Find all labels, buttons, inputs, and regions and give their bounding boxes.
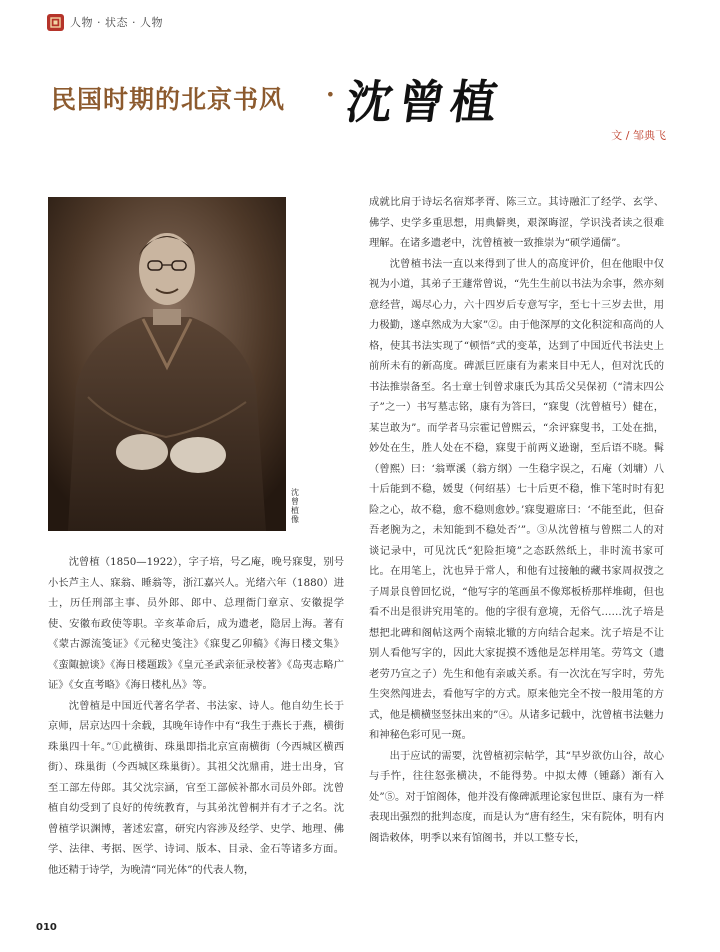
portrait-photo [48,197,286,531]
right-column [369,192,664,848]
section-header [47,12,163,32]
magazine-logo-icon [47,14,64,31]
portrait-illustration [48,197,286,531]
section-label: 人物 · 状态 · 人物 [70,16,163,29]
author-byline: 文 / 邹典飞 [611,129,666,142]
title-main: 民国时期的北京书风 [51,85,286,114]
paragraph: 成就比肩于诗坛名宿郑孝胥、陈三立。其诗融汇了经学、玄学、佛学、史学多重思想，用典僻奥，艰深晦涩，学识浅者读之很难理解。在诸多遗老中，沈曾植被一致推崇为“硕学通儒”。 [369,196,664,249]
paragraph: 沈曾植是中国近代著名学者、书法家、诗人。他自幼生长于京师，居京达四十余载，其晚年诗作中有“我生于燕长于燕，横街珠巢四十年。”①此横街、珠巢即指北京宣南横街（今西城区横西街）、珠巢街（今西城区珠巢街）。其祖父沈鼎甫，进士出身，官至工部左侍郎。其父沈宗涵，官至工部候补都水司员外郎。沈曾植自幼受到了良好的传统教育，与其弟沈曾桐并有才子之名。沈曾植学识渊博，著述宏富，研究内容涉及经学、史学、地理、佛学、法律、考据、医学、诗词、版本、目录、金石等诸多方面。他还精于诗学，为晚清“同光体”的代表人物， [48,699,344,876]
title-separator: · [326,80,335,109]
paragraph: 出于应试的需要，沈曾植初宗帖学，其“早岁欲仿山谷，故心与手忤，往往怒张横决，不能得势。中拟太傅（锺繇）渐有入处”⑤。对于馆阁体，他并没有像碑派理论家包世臣、康有为一样表现出强烈的批判态度，而是认为“唐有经生，宋有院体，明有内阁诰敕体，明季以来有馆阁书，并以工整专长， [369,749,664,844]
page-number: 010 [36,922,57,933]
left-column [48,552,344,880]
title-calligraphy: 沈曾植 [342,75,507,129]
article-title [47,58,687,128]
photo-caption: 沈曾植像 [291,488,299,524]
paragraph: 沈曾植书法一直以来得到了世人的高度评价，但在他眼中仅视为小道，其弟子王蘧常曾说，“先生生前以书法为余事，然亦刻意经营，竭尽心力，六十四岁后专意写字，至七十三岁去世，用力极勤，遂卓然成为大家”②。由于他深厚的文化积淀和高尚的人格，使其书法实现了“顿悟”式的变革，达到了中国近代书法史上前所未有的新高度。碑派巨匠康有为素来目中无人，但对沈氏的书法推崇备至。名士章士钊曾求康氏为其岳父吴保初（“清末四公子”之一）书写墓志铭，康有为答曰，“寐叟（沈曾植号）健在，某岂敢为”。而学者马宗霍记曾熙云，“余评寐叟书，工处在拙，妙处在生，胜人处在不稳，寐叟于前两义逊谢，至后语不晓。髯（曾熙）曰：‘翁覃溪（翁方纲）一生稳字误之，石庵（刘墉）八十后能到不稳，媛叟（何绍基）七十后更不稳，惟下笔时时有犯险之心，故不稳，愈不稳则愈妙。’寐叟避席曰：‘不能至此，但奋吾老腕为之，未知能到不稳处否’”。③从沈曾植与曾熙二人的对谈记录中，可见沈氏“犯险拒境”之态跃然纸上，非时流书家可比。在用笔上，沈也异于常人，和他有过接触的藏书家周叔弢之子周景良曾回忆说，“他写字的笔画虽不像郑板桥那样堆砌，但也看不出是很讲究用笔的。他的字很有意境，无俗气……沈子培是想把北碑和阁帖这两个南辕北辙的方向结合起来。沈子培是不让别人看他写字的，因此大家捉摸不透他是怎样用笔。劳笃文（遗老劳乃宣之子）先生和他有亲戚关系。有一次沈在写字时，劳先生突然闯进去，看他写字的方式。原来他完全不按一般用笔的方式，他是横横竖竖抹出来的”④。从诸多记载中，沈曾植书法魅力和神秘色彩可见一斑。 [369,257,664,741]
paragraph: 沈曾植（1850—1922），字子培，号乙庵，晚号寐叟，别号小长芦主人、寐翁、睡翁等，浙江嘉兴人。光绪六年（1880）进士，历任刑部主事、员外郎、郎中、总理衙门章京、安徽提学使、安徽布政使等职。辛亥革命后，成为遗老，隐居上海。著有《蒙古源流笺证》《元秘史笺注》《寐叟乙卯稿》《海日楼文集》《蛮陬摭谈》《海日楼题跋》《皇元圣武亲征录校著》《岛夷志略广证》《女直考略》《海日楼札丛》等。 [48,556,344,691]
